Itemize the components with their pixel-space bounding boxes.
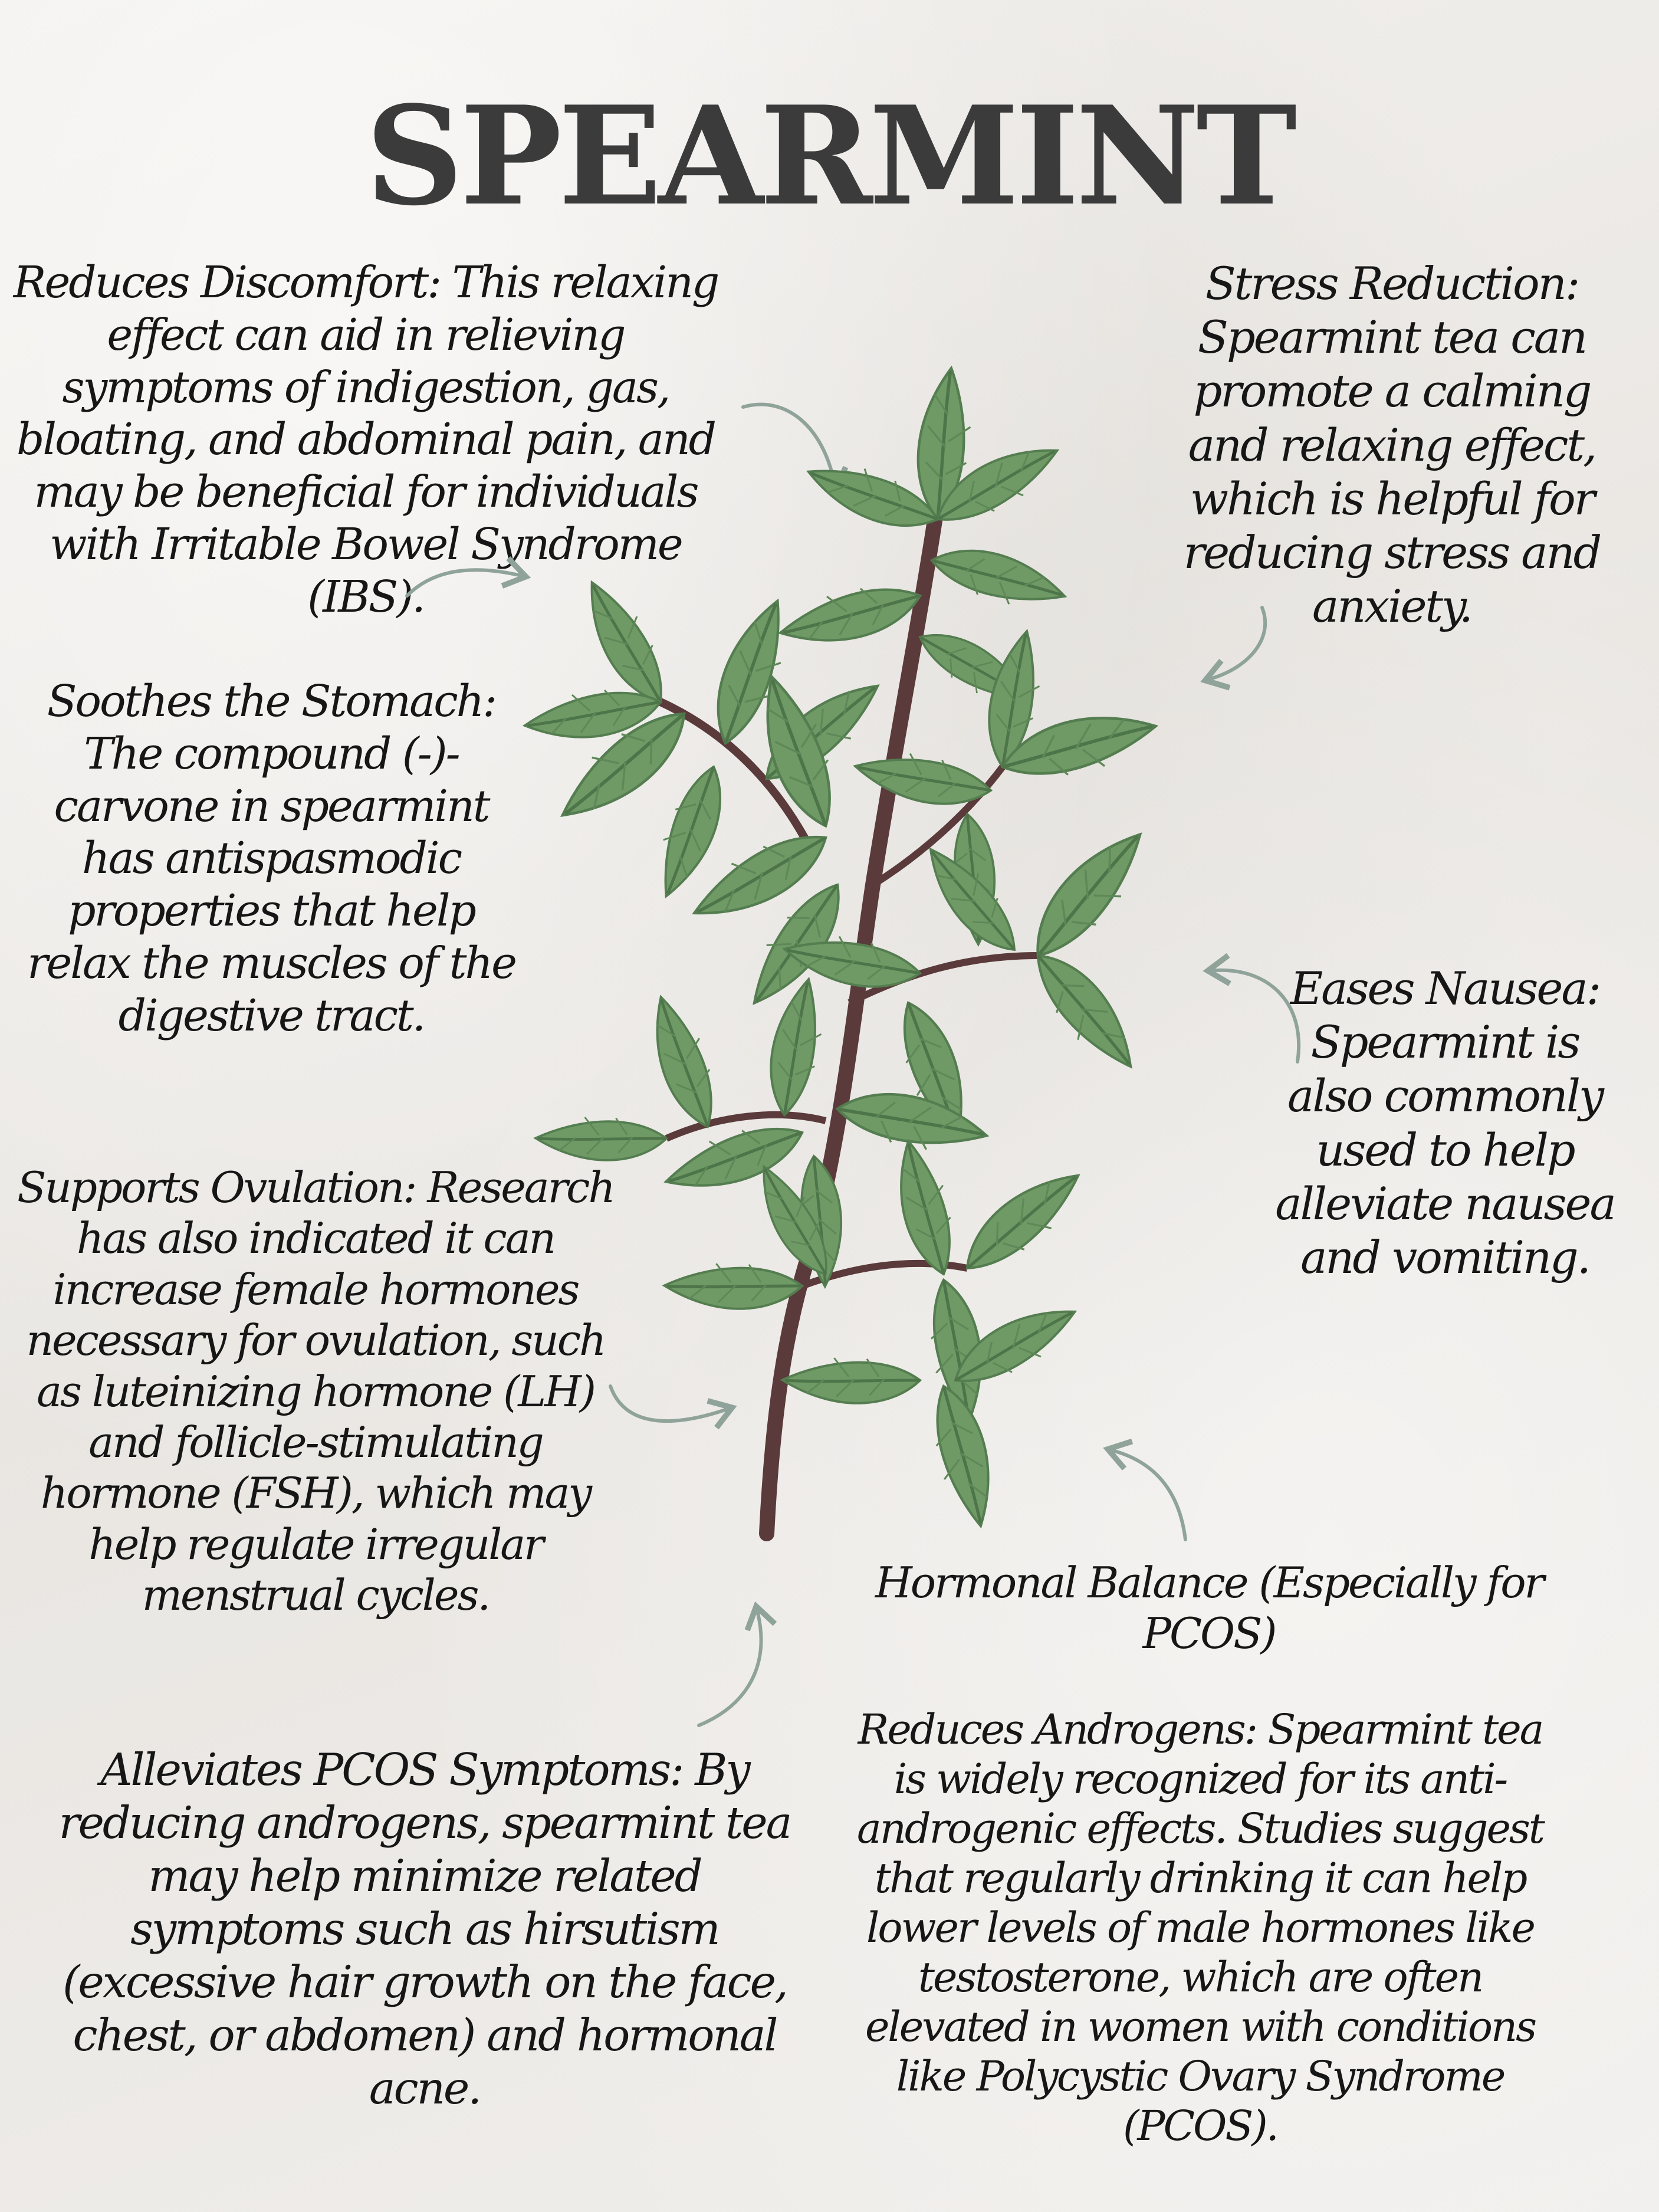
arrow-to-ovulation — [610, 1386, 725, 1421]
benefit-hormonal-balance: Hormonal Balance (Especially for PCOS) — [875, 1558, 1543, 1659]
arrow-to-nausea — [1215, 970, 1299, 1062]
benefit-soothes-stomach: Soothes the Stomach: The compound (-)-carvone in spearmint has antispasmodic properties that help relax the muscles of the digestive tract. — [27, 676, 515, 1041]
benefit-alleviates-pcos: Alleviates PCOS Symptoms: By reducing androgens, spearmint tea may help minimize related symptoms such as hirsutism (excessive hair growth on the face, chest, or abdomen) and hormonal acne. — [58, 1744, 791, 2114]
page-title: SPEARMINT — [365, 77, 1294, 236]
arrow-from-discomfort — [407, 570, 519, 596]
arrow-to-hormonal — [1115, 1451, 1185, 1540]
benefit-stress-reduction: Stress Reduction: Spearmint tea can promote a calming and relaxing effect, which is helpful for reducing stress and anxiety. — [1183, 257, 1601, 633]
benefit-reduces-androgens: Reduces Androgens: Spearmint tea is widely recognized for its anti-androgenic effects. Studies suggest that regularly drinking it can help lower levels of male hormones like testosterone, which are often elevated in women with conditions like Polycystic Ovary Syndrome (PCOS). — [857, 1705, 1543, 2150]
arrow-to-pcos — [699, 1613, 761, 1725]
spearmint-sprig-image — [525, 365, 1166, 1534]
benefit-eases-nausea: Eases Nausea: Spearmint is also commonly used to help alleviate nausea and vomiting. — [1275, 962, 1615, 1284]
benefit-supports-ovulation: Supports Ovulation: Research has also indicated it can increase female hormones necessary for ovulation, such as luteinizing hormone (LH) and follicle-stimulating hormone (FSH), which may help regulate irregular menstrual cycles. — [17, 1163, 614, 1620]
benefit-reduces-discomfort: Reduces Discomfort: This relaxing effect can aid in relieving symptoms of indigestion, gas, bloating, and abdominal pain, and may be beneficial for individuals with Irritable Bowel Syndrome (IBS). — [13, 257, 718, 622]
arrow-to-stress — [1212, 608, 1265, 678]
